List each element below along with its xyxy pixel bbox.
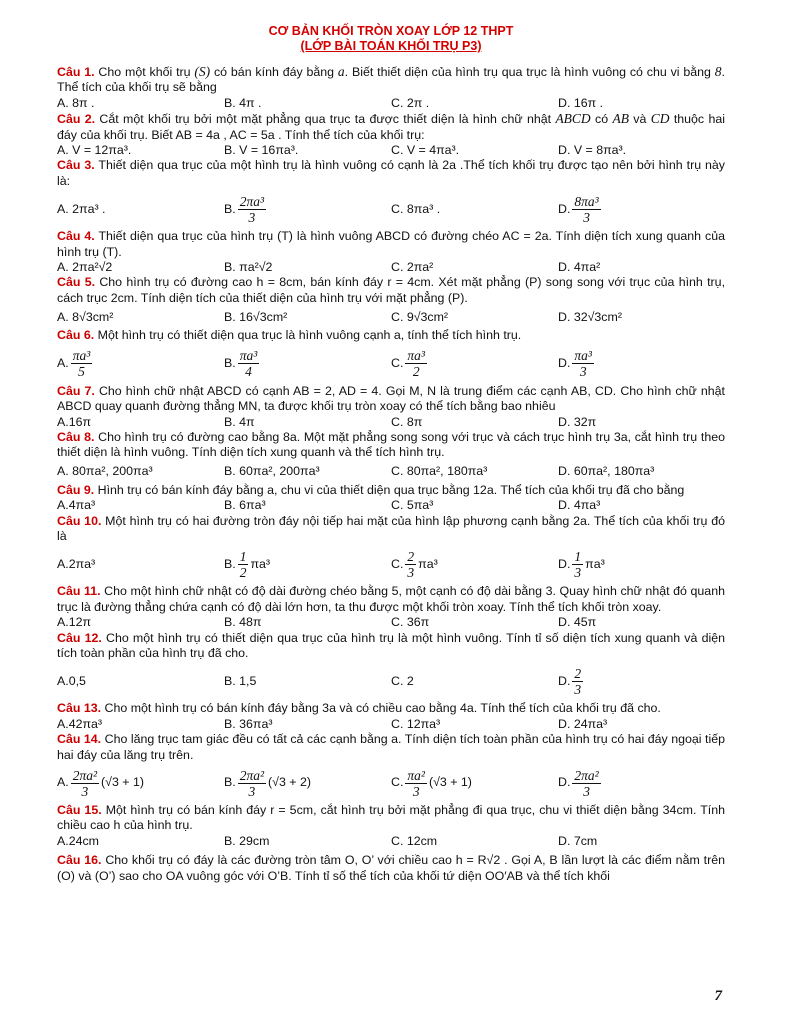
fraction: $\frac{\text{πa³}}{3}$ — [574, 348, 592, 380]
answer-b: B. 48π — [224, 615, 262, 630]
answer-d: D. 32√3cm² — [558, 309, 622, 324]
answer-b: B. 1,5 — [224, 673, 257, 688]
page-number: 7 — [714, 988, 722, 1004]
page — [57, 24, 725, 884]
answer-d: D. $\frac{\text{8πa³}}{3}$ — [558, 193, 599, 225]
answer-a: A.0,5 — [57, 673, 86, 688]
answers-2 — [57, 143, 725, 158]
answer-d: D. 4πa² — [558, 260, 601, 275]
answer-c: C. 2π . — [391, 95, 430, 110]
answer-c: C. 8πa³ . — [391, 201, 441, 216]
answer-d: D. 45π — [558, 615, 597, 630]
answer-b: B. $\frac{1}{2}$ πa³ — [224, 548, 271, 580]
question-16: Câu 16. Cho khối trụ có đáy là các đường tròn tâm O, O’ với chiều cao h = R√2 . Gọi A, B lần lượt là các điểm nằm trên (O) và (O’) sao cho OA vuông góc với O’B. Tính tỉ số thể tích của khối tứ diện OO′AB và thể tích khối — [57, 853, 725, 883]
fraction: $\frac{2}{3}$ — [407, 548, 415, 580]
answer-c: C. $\frac{\text{πa²}}{3}$ (√3 + 1) — [391, 767, 472, 799]
answer-a: A. 2πa²√2 — [57, 260, 113, 275]
fraction: $\frac{\text{πa³}}{4}$ — [239, 348, 258, 380]
answers-11 — [57, 615, 725, 630]
answer-b: B. $\frac{\text{2πa³}}{3}$ — [224, 193, 265, 225]
answer-b: B. 4π . — [224, 95, 262, 110]
answer-a: A. $\frac{\text{2πa²}}{3}$ (√3 + 1) — [57, 767, 144, 799]
answers-5 — [57, 306, 725, 328]
answer-a: A. 8π . — [57, 95, 95, 110]
question-1: Câu 1. Cho một khối trụ (S) có bán kính đáy bằng a. Biết thiết diện của hình trụ qua trục là hình vuông có chu vi bằng 8. Thể tích của khối trụ sẽ bằng — [57, 64, 725, 95]
answer-b: B. $\frac{\text{πa³}}{4}$ — [224, 348, 258, 380]
question-5: Câu 5. Cho hình trụ có đường cao h = 8cm, bán kính đáy r = 4cm. Xét mặt phẳng (P) song song với trục của hình trụ, cách trục 2cm. Tính diện tích của thiết diện của hình trụ với mặt phẳng (P). — [57, 275, 726, 305]
answers-15 — [57, 834, 725, 849]
fraction: $\frac{\text{πa³}}{5}$ — [72, 348, 91, 380]
answer-c: C. 5πa³ — [391, 498, 434, 513]
answer-d: D. V = 8πa³. — [558, 143, 627, 158]
answer-d: D. 7cm — [558, 833, 598, 848]
answer-a: A.4πa³ — [57, 498, 96, 513]
answer-c: C. 8π — [391, 414, 423, 429]
question-12: Câu 12. Cho một hình trụ có thiết diện qua trục của hình trụ là một hình vuông. Tính tỉ số diện tích xung quanh và diện tích toàn phần của hình trụ đã cho. — [57, 630, 725, 660]
answers-10 — [57, 544, 725, 584]
answer-b: B. 16√3cm² — [224, 309, 288, 324]
answer-b: B. πa²√2 — [224, 260, 273, 275]
answers-6 — [57, 344, 725, 384]
question-3: Câu 3. Thiết diện qua trục của một hình trụ là hình vuông có cạnh là 2a .Thể tích khối trụ được tạo nên bởi hình trụ này là: — [57, 158, 725, 188]
title — [57, 24, 725, 54]
question-15: Câu 15. Một hình trụ có bán kính đáy r = 5cm, cắt hình trụ bởi mặt phẳng đi qua trục, chu vi thiết diện bằng 34cm. Tính chiều cao h của hình trụ. — [57, 803, 726, 833]
answer-b: B. 29cm — [224, 833, 270, 848]
answers-8 — [57, 461, 725, 483]
title-line-1: CƠ BẢN KHỐI TRÒN XOAY LỚP 12 THPT — [268, 24, 514, 38]
fraction: $\frac{\text{8πa³}}{3}$ — [574, 193, 599, 225]
answer-a: A.42πa³ — [57, 716, 103, 731]
title-line-2: (LỚP BÀI TOÁN KHỐI TRỤ P3) — [300, 39, 482, 53]
answer-a: A. 8√3cm² — [57, 309, 114, 324]
answers-7 — [57, 415, 725, 430]
answer-d: D. 24πa³ — [558, 716, 608, 731]
answer-a: A. $\frac{\text{πa³}}{5}$ — [57, 348, 91, 380]
question-9: Câu 9. Hình trụ có bán kính đáy bằng a, chu vi của thiết diện qua trục bằng 12a. Thể tích của khối trụ đã cho bằng — [57, 482, 685, 497]
answer-d: D. 4πa³ — [558, 498, 601, 513]
question-10: Câu 10. Một hình trụ có hai đường tròn đáy nội tiếp hai mặt của hình lập phương cạnh bằng 2a. Thể tích của khối trụ đó là — [57, 513, 725, 543]
answer-c: C. 36π — [391, 615, 430, 630]
fraction: $\frac{\text{2πa²}}{3}$ — [574, 767, 599, 799]
fraction: $\frac{1}{3}$ — [574, 548, 582, 580]
question-6: Câu 6. Một hình trụ có thiết diện qua trục là hình vuông cạnh a, tính thể tích hình trụ. — [57, 328, 522, 343]
answers-4 — [57, 260, 725, 275]
answer-a: A.16π — [57, 414, 92, 429]
answers-13 — [57, 717, 725, 732]
fraction: $\frac{\text{πa³}}{2}$ — [407, 348, 425, 380]
answers-3 — [57, 189, 725, 229]
fraction: $\frac{1}{2}$ — [239, 548, 247, 580]
answer-d: D. $\frac{\text{2πa²}}{3}$ — [558, 767, 599, 799]
answer-d: D. $\frac{2}{3}$ — [558, 665, 582, 697]
answer-c: C. $\frac{2}{3}$ πa³ — [391, 548, 438, 580]
answer-b: B. $\frac{\text{2πa²}}{3}$ (√3 + 2) — [224, 767, 311, 799]
answer-c: C. 2πa² — [391, 260, 434, 275]
answer-a: A.2πa³ — [57, 556, 96, 571]
answer-a: A. 80πa², 200πa³ — [57, 464, 153, 479]
question-14: Câu 14. Cho lăng trục tam giác đều có tất cả các cạnh bằng a. Tính diện tích toàn phần của hình trụ có hai đáy ngoại tiếp hai đáy của lăng trụ trên. — [57, 732, 726, 762]
question-13: Câu 13. Cho một hình trụ có bán kính đáy bằng 3a và có chiều cao bằng 4a. Tính thể tích của khối trụ đã cho. — [57, 701, 661, 716]
answer-a: A.12π — [57, 615, 92, 630]
answer-b: B. 60πa², 200πa³ — [224, 464, 320, 479]
fraction: $\frac{\text{2πa²}}{3}$ — [72, 767, 98, 799]
answer-d: D. $\frac{1}{3}$ πa³ — [558, 548, 605, 580]
answer-b: B. V = 16πa³. — [224, 143, 299, 158]
question-4: Câu 4. Thiết diện qua trục của hình trụ (T) là hình vuông ABCD có đường chéo AC = 2a. Tính diện tích xung quanh của hình trụ (T). — [57, 229, 726, 259]
answer-c: C. 2 — [391, 673, 414, 688]
answer-a: A. 2πa³ . — [57, 201, 106, 216]
question-8: Câu 8. Cho hình trụ có đường cao bằng 8a. Một mặt phẳng song song với trục và cách trục hình trụ 3a, cắt hình trụ theo thiết diện là hình vuông. Tính diện tích xung quanh và thể tích hình trụ. — [57, 429, 726, 460]
fraction: $\frac{2}{3}$ — [574, 665, 582, 697]
answers-12 — [57, 661, 725, 701]
answer-b: B. 6πa³ — [224, 498, 266, 513]
answer-d: D. 60πa², 180πa³ — [558, 464, 655, 479]
answer-c: C. 12πa³ — [391, 716, 441, 731]
answers-14 — [57, 763, 725, 803]
question-7: Câu 7. Cho hình chữ nhật ABCD có cạnh AB = 2, AD = 4. Gọi M, N là trung điểm các cạnh AB, CD. Cho hình chữ nhật ABCD quay quanh đường thẳng MN, ta được khối trụ tròn xoay có thể tích bằng bao nhiêu — [57, 383, 725, 414]
answers-1 — [57, 96, 725, 111]
answer-c: C. 12cm — [391, 833, 438, 848]
answer-d: D. $\frac{\text{πa³}}{3}$ — [558, 348, 592, 380]
question-2: Câu 2. Cắt một khối trụ bởi một mặt phẳng qua trục ta được thiết diện là hình chữ nhật ABCD có AB và CD thuộc hai đáy của khối trụ. Biết AB = 4a , AC = 5a . Tính thể tích của khối trụ: — [57, 111, 726, 142]
answer-c: C. $\frac{\text{πa³}}{2}$ — [391, 348, 425, 380]
answer-d: D. 32π — [558, 414, 597, 429]
answer-c: C. 80πa², 180πa³ — [391, 464, 488, 479]
fraction: $\frac{\text{πa²}}{3}$ — [407, 767, 425, 799]
fraction: $\frac{\text{2πa³}}{3}$ — [239, 193, 265, 225]
answer-c: C. V = 4πa³. — [391, 143, 460, 158]
question-11: Câu 11. Cho một hình chữ nhật có độ dài đường chéo bằng 5, một cạnh có độ dài bằng 3. Quay hình chữ nhật đó quanh trục là đường thẳng chứa cạnh có độ dài lớn hơn, ta thu được một khối tròn xoay. Tính thể tích khối tròn xoay. — [57, 584, 725, 614]
answer-c: C. 9√3cm² — [391, 309, 449, 324]
fraction: $\frac{\text{2πa²}}{3}$ — [239, 767, 265, 799]
answer-b: B. 36πa³ — [224, 716, 273, 731]
answers-9 — [57, 498, 725, 513]
answer-a: A. V = 12πa³. — [57, 143, 132, 158]
answer-d: D. 16π . — [558, 95, 604, 110]
answer-a: A.24cm — [57, 833, 100, 848]
answer-b: B. 4π — [224, 414, 255, 429]
